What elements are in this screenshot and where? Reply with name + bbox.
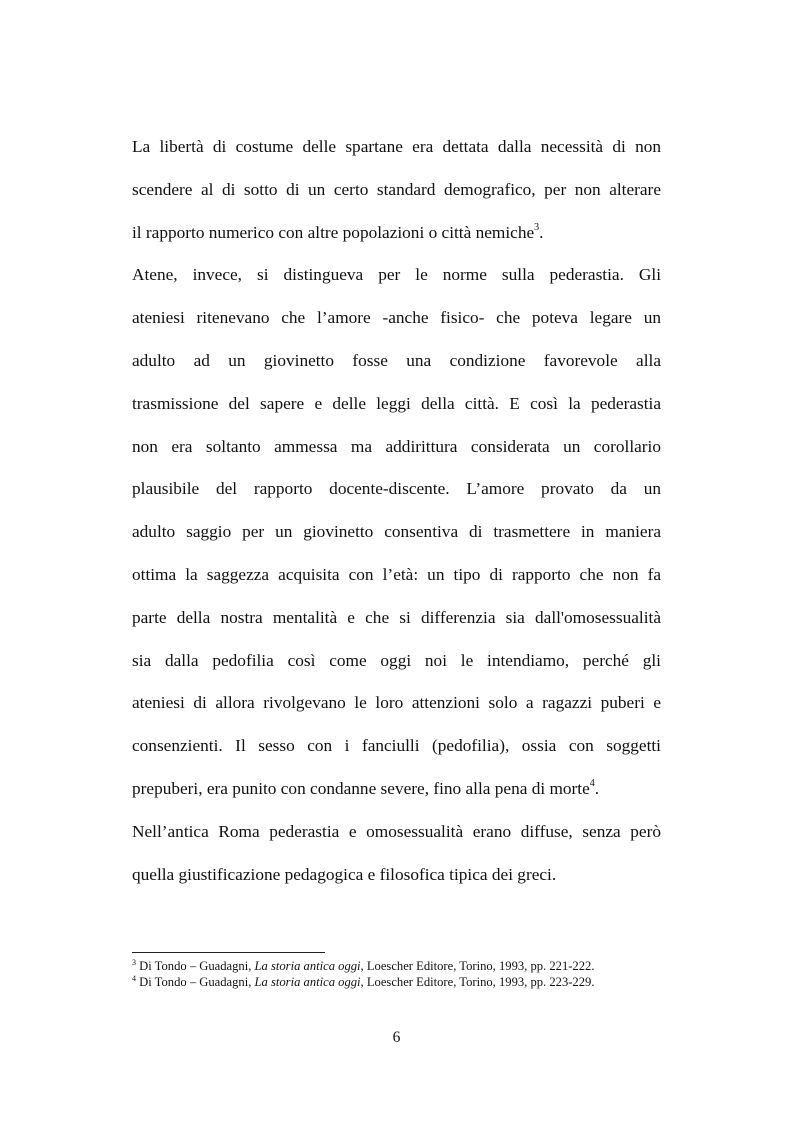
text-line: plausibile del rapporto docente-discente. L’amore provato da un xyxy=(132,479,661,499)
footnote-ref: 4 xyxy=(589,777,595,789)
text-line: consenzienti. Il sesso con i fanciulli (pedofilia), ossia con soggetti xyxy=(132,736,661,756)
footnote-number: 4 xyxy=(132,973,136,983)
footnote-authors: Di Tondo – Guadagni, xyxy=(139,974,255,989)
text-line xyxy=(132,212,661,255)
text-line: parte della nostra mentalità e che si differenzia sia dall'omosessualità xyxy=(132,607,661,627)
text-line: ateniesi di allora rivolgevano le loro attenzioni solo a ragazzi puberi e xyxy=(132,693,661,713)
text-line: scendere al di sotto di un certo standard demografico, per non alterare xyxy=(132,179,661,199)
text-line-content: prepuberi, era punito con condanne severe, fino alla pena di morte xyxy=(132,778,590,798)
footnote-4 xyxy=(132,975,692,991)
text-line-punct: . xyxy=(594,778,600,798)
text-line xyxy=(132,768,661,811)
body-text xyxy=(132,126,661,896)
text-line: adulto saggio per un giovinetto consentiva di trasmettere in maniera xyxy=(132,522,661,542)
footnote-divider xyxy=(132,952,325,953)
text-line: quella giustificazione pedagogica e filosofica tipica dei greci. xyxy=(132,864,557,884)
text-line: adulto ad un giovinetto fosse una condizione favorevole alla xyxy=(132,350,661,370)
footnote-details: , Loescher Editore, Torino, 1993, pp. 223-229. xyxy=(360,974,595,989)
text-line: La libertà di costume delle spartane era dettata dalla necessità di non xyxy=(132,137,661,156)
text-line-content: il rapporto numerico con altre popolazioni o città nemiche xyxy=(132,222,535,242)
footnotes xyxy=(132,959,692,990)
text-line: ottima la saggezza acquisita con l’età: un tipo di rapporto che non fa xyxy=(132,564,661,584)
text-line: Nell’antica Roma pederastia e omosessualità erano diffuse, senza però xyxy=(132,821,661,841)
footnote-title: La storia antica oggi xyxy=(254,974,361,989)
footnote-details: , Loescher Editore, Torino, 1993, pp. 221-222. xyxy=(360,959,595,973)
footnote-3 xyxy=(132,959,692,975)
text-line: sia dalla pedofilia così come oggi noi le intendiamo, perché gli xyxy=(132,650,661,670)
footnote-authors: Di Tondo – Guadagni, xyxy=(139,959,255,973)
text-line: Atene, invece, si distingueva per le norme sulla pederastia. Gli xyxy=(132,265,661,285)
footnote-number: 3 xyxy=(132,958,136,967)
text-line: ateniesi ritenevano che l’amore -anche fisico- che poteva legare un xyxy=(132,308,661,328)
page-number: 6 xyxy=(392,1029,401,1046)
footnote-ref: 3 xyxy=(534,221,540,233)
text-line-punct: . xyxy=(539,222,544,242)
text-line: trasmissione del sapere e delle leggi della città. E così la pederastia xyxy=(132,393,661,413)
text-line: non era soltanto ammessa ma addirittura considerata un corollario xyxy=(132,436,661,456)
footnote-title: La storia antica oggi xyxy=(254,959,361,973)
